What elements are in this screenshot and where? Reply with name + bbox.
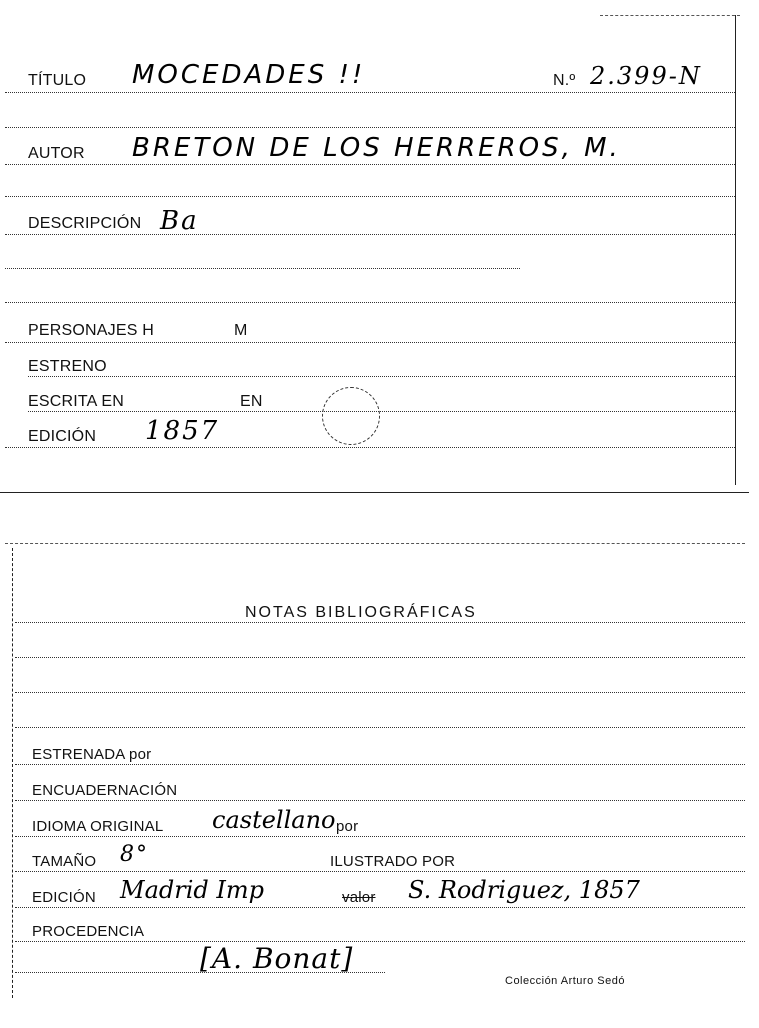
personajes-m-label: M — [234, 322, 248, 339]
rule-escrita — [28, 411, 735, 412]
rule-edicion — [5, 447, 735, 448]
descripcion-label: DESCRIPCIÓN — [28, 215, 142, 232]
rule-estreno — [28, 376, 735, 377]
card-right-border — [735, 15, 736, 485]
coleccion-credit: Colección Arturo Sedó — [505, 975, 625, 987]
estreno-label: ESTRENO — [28, 358, 107, 375]
rule-titulo — [5, 92, 735, 93]
encuadernacion-label: ENCUADERNACIÓN — [32, 782, 178, 799]
rule-autor — [5, 164, 735, 165]
tamano-value: 8° — [120, 842, 149, 867]
estrenada-label: ESTRENADA por — [32, 746, 152, 763]
notas-title: NOTAS BIBLIOGRÁFICAS — [245, 604, 477, 621]
edicion2-struck: valor — [342, 889, 376, 906]
stamp-circle — [322, 387, 380, 445]
edicion2-value-2: S. Rodriguez, 1857 — [408, 876, 640, 904]
rule-estrenada — [15, 764, 745, 765]
rule-descripcion — [5, 234, 735, 235]
rule-n2 — [15, 692, 745, 693]
rule-procedencia — [15, 941, 745, 942]
titulo-label: TÍTULO — [28, 72, 87, 89]
rule-3 — [5, 268, 520, 269]
procedencia-value: [A. Bonat] — [200, 942, 354, 975]
numero-label: N.º — [553, 72, 576, 89]
personajes-label: PERSONAJES H — [28, 322, 154, 339]
rule-edicion2 — [15, 907, 745, 908]
rule-tamano — [15, 871, 745, 872]
idioma-value: castellano — [212, 806, 336, 834]
edicion-value: 1857 — [145, 416, 220, 446]
idioma-label: IDIOMA ORIGINAL — [32, 818, 164, 835]
procedencia-label: PROCEDENCIA — [32, 923, 145, 940]
escrita-label: ESCRITA EN — [28, 393, 124, 410]
rule-personajes — [5, 342, 735, 343]
rule-notas — [15, 622, 745, 623]
rule-n1 — [15, 657, 745, 658]
rule-2 — [5, 196, 735, 197]
card-bottom-top-edge — [5, 543, 745, 544]
ilustrado-label: ILUSTRADO POR — [330, 853, 456, 870]
autor-value: BRETON DE LOS HERREROS, M. — [132, 133, 621, 163]
edicion2-value-1: Madrid Imp — [120, 876, 264, 904]
rule-1 — [5, 127, 735, 128]
idioma-por-label: por — [336, 818, 359, 835]
rule-4 — [5, 302, 735, 303]
rule-n3 — [15, 727, 745, 728]
descripcion-value: Ba — [160, 206, 199, 236]
card-separator — [0, 492, 749, 493]
tamano-label: TAMAÑO — [32, 853, 97, 870]
rule-idioma — [15, 836, 745, 837]
edicion-label: EDICIÓN — [28, 428, 97, 445]
card-top-edge — [600, 15, 740, 16]
numero-value: 2.399-N — [590, 62, 702, 90]
escrita-en-label: EN — [240, 393, 263, 410]
rule-encuadernacion — [15, 800, 745, 801]
edicion2-label: EDICIÓN — [32, 889, 96, 906]
autor-label: AUTOR — [28, 145, 85, 162]
card-left-border — [12, 548, 13, 998]
rule-procedencia-2 — [15, 972, 385, 973]
catalog-card-top — [0, 0, 759, 492]
titulo-value: MOCEDADES !! — [132, 60, 366, 90]
